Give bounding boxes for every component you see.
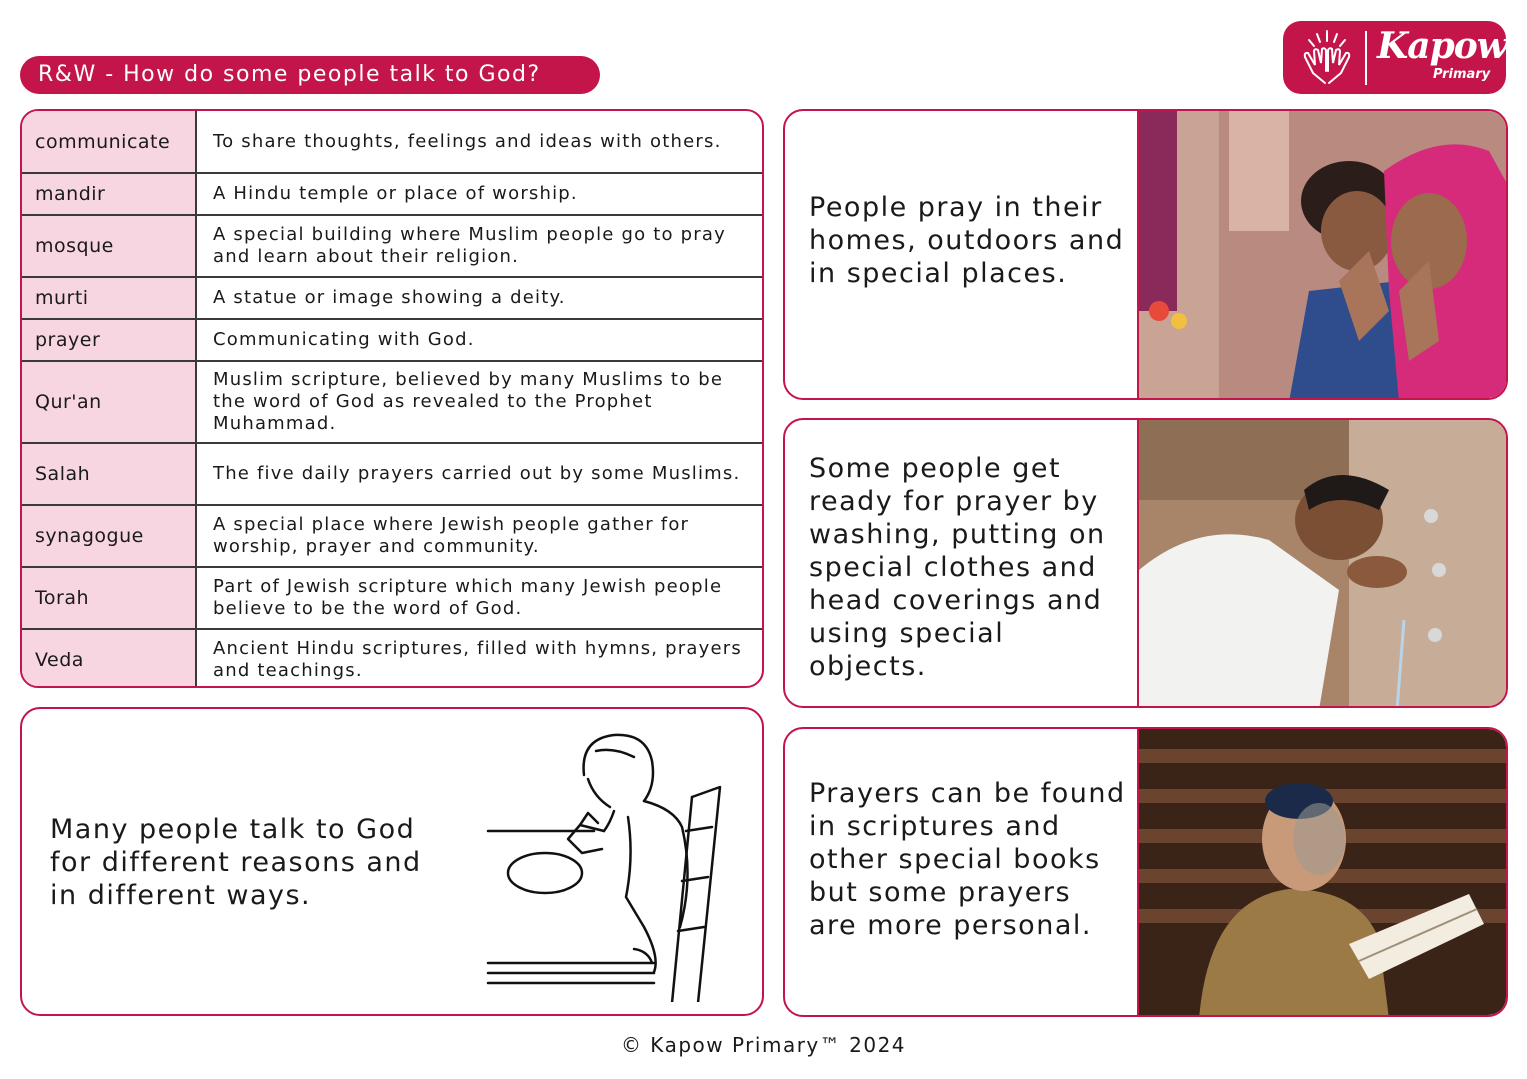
card-pray-places — [783, 109, 1508, 400]
vocab-row — [22, 215, 762, 277]
vocab-row — [22, 319, 762, 361]
vocab-term: prayer — [22, 319, 196, 361]
vocab-definition: Ancient Hindu scriptures, filled with hymns, prayers and teachings. — [213, 638, 742, 681]
vocab-term: mandir — [22, 173, 196, 215]
vocab-definition: To share thoughts, feelings and ideas with others. — [196, 111, 762, 173]
card-text: Prayers can be found in scriptures and other special books but some prayers are more personal. — [809, 778, 1126, 941]
vocab-row — [22, 567, 762, 629]
vocabulary-table — [20, 109, 764, 688]
vocab-definition: A special place where Jewish people gather for worship, prayer and community. — [196, 505, 762, 567]
card-text: Some people get ready for prayer by washing, putting on special clothes and head coverings and using special objects. — [809, 453, 1106, 682]
logo-divider — [1365, 31, 1367, 85]
logo-sub: Primary — [1433, 67, 1491, 82]
vocab-definition: Muslim scripture, believed by many Muslims to be the word of God as revealed to the Prophet Muhammad. — [196, 361, 762, 443]
vocab-definition: A statue or image showing a deity. — [196, 277, 762, 319]
vocab-term: Qur'an — [22, 361, 196, 443]
praying-hands-icon — [1295, 27, 1359, 87]
vocab-row — [22, 443, 762, 505]
vocab-row — [22, 361, 762, 443]
vocab-row — [22, 629, 762, 688]
kapow-logo — [1283, 21, 1506, 94]
vocab-definition: A special building where Muslim people go to pray and learn about their religion. — [196, 215, 762, 277]
photo-praying-couple-image — [1139, 111, 1508, 400]
praying-child-illustration — [484, 727, 734, 1002]
copyright-footer: © Kapow Primary™ 2024 — [620, 1033, 907, 1057]
vocab-row — [22, 111, 762, 173]
vocab-term: murti — [22, 277, 196, 319]
photo-washing-image — [1139, 420, 1508, 708]
photo-washing — [1137, 420, 1506, 706]
photo-praying-couple — [1137, 111, 1506, 398]
logo-brand: Kapow — [1377, 25, 1507, 67]
statement-panel — [20, 707, 764, 1016]
photo-reading-image — [1139, 729, 1508, 1017]
page-title: R&W - How do some people talk to God? — [20, 56, 600, 94]
vocab-term: Veda — [22, 629, 196, 688]
vocab-term: synagogue — [22, 505, 196, 567]
main-statement: Many people talk to God for different reasons and in different ways. — [50, 814, 422, 911]
vocab-term: Salah — [22, 443, 196, 505]
card-prepare-prayer — [783, 418, 1508, 708]
vocab-row — [22, 505, 762, 567]
card-text: People pray in their homes, outdoors and in special places. — [809, 192, 1125, 289]
vocab-row — [22, 173, 762, 215]
vocab-term: mosque — [22, 215, 196, 277]
vocab-definition: Part of Jewish scripture which many Jewish people believe to be the word of God. — [196, 567, 762, 629]
photo-reading — [1137, 729, 1506, 1015]
vocab-definition: The five daily prayers carried out by some Muslims. — [196, 443, 762, 505]
vocab-definition: A Hindu temple or place of worship. — [196, 173, 762, 215]
vocab-row — [22, 277, 762, 319]
card-scriptures — [783, 727, 1508, 1017]
vocab-definition: Communicating with God. — [196, 319, 762, 361]
vocab-term: communicate — [22, 111, 196, 173]
vocab-term: Torah — [22, 567, 196, 629]
